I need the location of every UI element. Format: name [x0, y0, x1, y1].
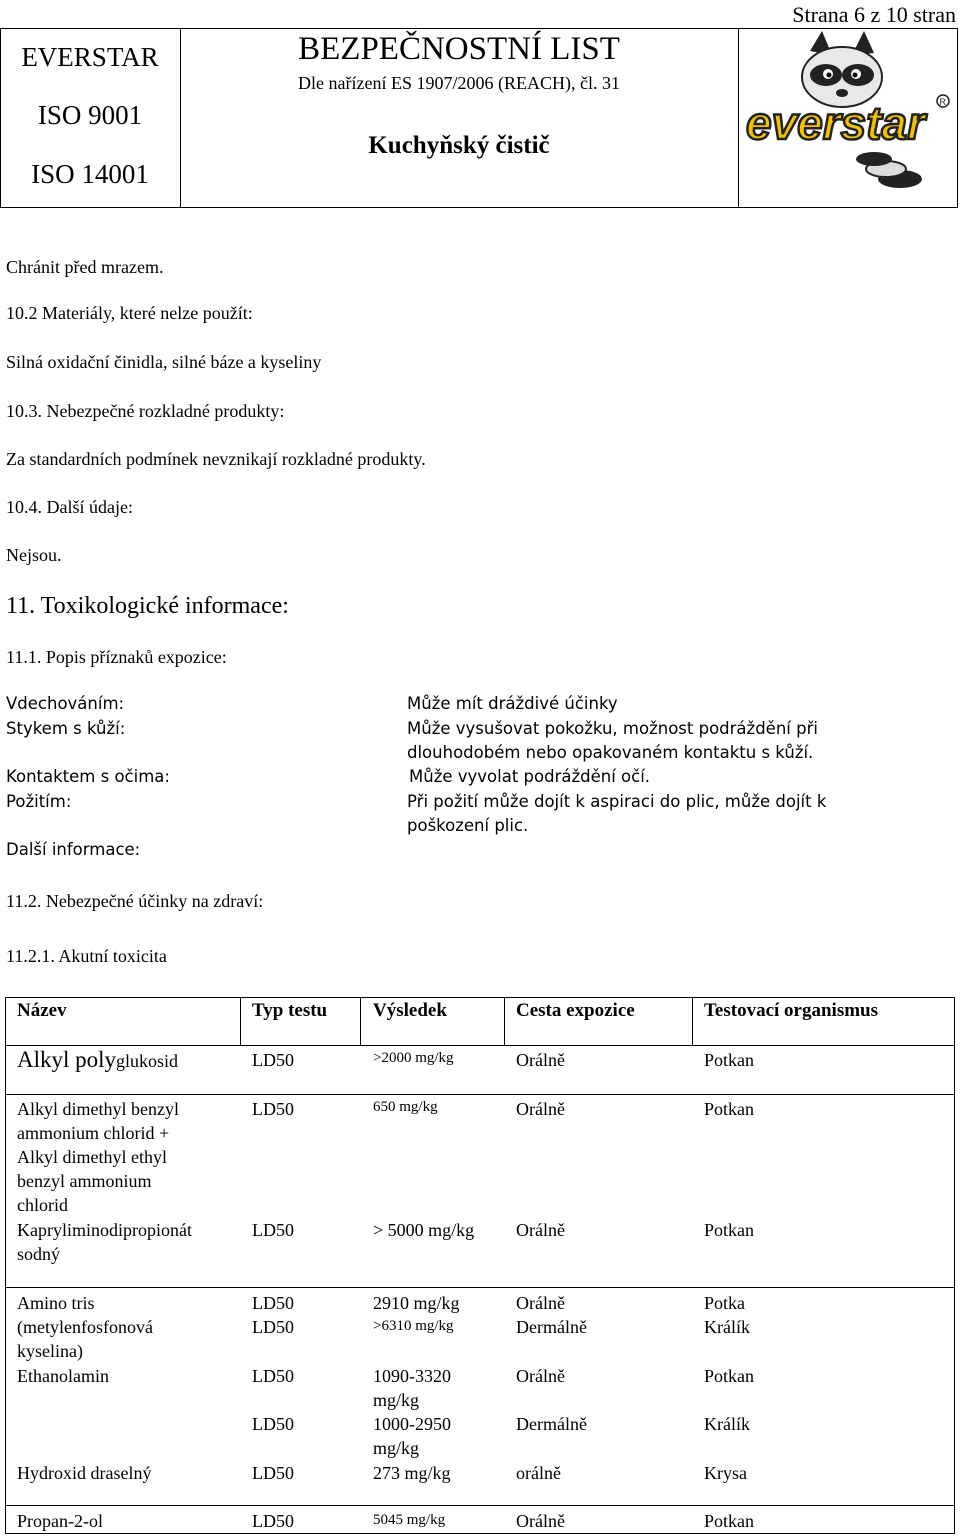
svg-text:R: R	[939, 97, 946, 107]
cell-name-line2: sodný	[17, 1244, 61, 1264]
cell-name-part2: glukosid	[116, 1051, 179, 1071]
cell-name-line1: Alkyl dimethyl benzyl	[17, 1099, 179, 1119]
cell-name-line1: Amino tris	[17, 1293, 95, 1313]
cell-result: 5045 mg/kg	[373, 1512, 446, 1528]
cell-test: LD50	[252, 1099, 294, 1119]
cell-test: LD50	[252, 1050, 294, 1070]
exposure-label-eyes: Kontaktem s očima:	[6, 767, 170, 786]
cell-name-line4: benzyl ammonium	[17, 1171, 152, 1191]
section-10-4-text: Nejsou.	[6, 545, 62, 565]
cell-result: >2000 mg/kg	[373, 1050, 454, 1066]
cell-result-1: 2910 mg/kg	[373, 1293, 460, 1313]
section-11-2-1-heading: 11.2.1. Akutní toxicita	[6, 946, 167, 966]
svg-text:everstar: everstar	[746, 97, 926, 149]
section-11-2-heading: 11.2. Nebezpečné účinky na zdraví:	[6, 891, 264, 911]
cell-route: Orálně	[516, 1220, 565, 1240]
cell-name: Ethanolamin	[17, 1366, 109, 1386]
exposure-value-ingestion-line2: poškození plic.	[407, 816, 529, 835]
cell-test-2: LD50	[252, 1317, 294, 1337]
section-10-4-heading: 10.4. Další údaje:	[6, 497, 133, 517]
cell-result-1-line1: 1090-3320	[373, 1366, 451, 1386]
cell-test-1: LD50	[252, 1366, 294, 1386]
section-10-2-heading: 10.2 Materiály, které nelze použít:	[6, 303, 253, 323]
table-row	[17, 1048, 178, 1073]
cell-route-1: Orálně	[516, 1293, 565, 1313]
section-10-3-text: Za standardních podmínek nevznikají rozkladné produkty.	[6, 449, 426, 469]
exposure-value-inhalation: Může mít dráždivé účinky	[407, 694, 618, 713]
company-name: EVERSTAR	[21, 42, 159, 72]
document-subtitle: Dle nařízení ES 1907/2006 (REACH), čl. 31	[298, 73, 620, 93]
cell-test-1: LD50	[252, 1293, 294, 1313]
exposure-label-ingestion: Požitím:	[6, 792, 72, 811]
iso-9001: ISO 9001	[37, 100, 143, 130]
cell-result-2-line1: 1000-2950	[373, 1414, 451, 1434]
page-number: Strana 6 z 10 stran	[792, 2, 956, 27]
section-10-2-text: Silná oxidační činidla, silné báze a kyseliny	[6, 352, 322, 372]
exposure-value-skin-line1: Může vysušovat pokožku, možnost podráždění při	[407, 719, 818, 738]
cell-name-line3: kyselina)	[17, 1341, 83, 1361]
cell-test: LD50	[252, 1511, 294, 1531]
cell-result-1-line2: mg/kg	[373, 1390, 420, 1410]
cell-result: 273 mg/kg	[373, 1463, 451, 1483]
cell-route: Orálně	[516, 1099, 565, 1119]
exposure-value-eyes: Může vyvolat podráždění očí.	[409, 767, 651, 786]
cell-name-line2: ammonium chlorid +	[17, 1123, 170, 1143]
cell-route: Orálně	[516, 1511, 565, 1531]
cell-organism-2: Králík	[704, 1414, 750, 1434]
cell-route-2: Dermálně	[516, 1317, 587, 1337]
cell-test: LD50	[252, 1463, 294, 1483]
exposure-label-other: Další informace:	[6, 840, 141, 859]
exposure-label-inhalation: Vdechováním:	[6, 694, 125, 713]
table-header-route: Cesta expozice	[516, 1000, 635, 1021]
iso-14001: ISO 14001	[31, 159, 149, 189]
cell-route: Orálně	[516, 1050, 565, 1070]
cell-name: Hydroxid draselný	[17, 1463, 152, 1483]
cell-organism-1: Potka	[704, 1293, 746, 1313]
exposure-label-skin: Stykem s kůží:	[6, 719, 126, 738]
exposure-value-skin-line2: dlouhodobém nebo opakovaném kontaktu s kůží.	[407, 743, 814, 762]
cell-name: Propan-2-ol	[17, 1511, 103, 1531]
table-header-test-type: Typ testu	[252, 1000, 328, 1021]
raccoon-tail	[856, 152, 922, 188]
cell-name-line3: Alkyl dimethyl ethyl	[17, 1147, 167, 1167]
table-header-organism: Testovací organismus	[704, 1000, 879, 1021]
cell-name-line2: (metylenfosfonová	[17, 1317, 153, 1337]
cell-route-2: Dermálně	[516, 1414, 587, 1434]
cell-test: LD50	[252, 1220, 294, 1240]
cell-name-line5: chlorid	[17, 1195, 68, 1215]
cell-route-1: Orálně	[516, 1366, 565, 1386]
document-header	[0, 28, 958, 208]
everstar-logo	[740, 29, 956, 205]
raccoon-mascot-icon	[740, 29, 956, 205]
cell-result-2: >6310 mg/kg	[373, 1318, 454, 1334]
storage-note: Chránit před mrazem.	[6, 257, 164, 277]
cell-organism: Potkan	[704, 1511, 755, 1531]
cell-result: 650 mg/kg	[373, 1099, 438, 1115]
table-header-name: Název	[17, 1000, 67, 1021]
cell-test-2: LD50	[252, 1414, 294, 1434]
cell-result-2-line2: mg/kg	[373, 1438, 420, 1458]
cell-organism: Potkan	[704, 1099, 755, 1119]
cell-name-part1: Alkyl poly	[17, 1047, 117, 1072]
exposure-value-ingestion-line1: Při požití může dojít k aspiraci do plic, může dojít k	[407, 792, 827, 811]
cell-organism-1: Potkan	[704, 1366, 755, 1386]
cell-route: orálně	[516, 1463, 561, 1483]
product-name: Kuchyňský čistič	[368, 132, 550, 159]
table-header-result: Výsledek	[373, 1000, 447, 1021]
cell-organism: Potkan	[704, 1050, 755, 1070]
cell-name-line1: Kapryliminodipropionát	[17, 1220, 192, 1240]
document-title: BEZPEČNOSTNÍ LIST	[298, 31, 620, 67]
cell-organism: Potkan	[704, 1220, 755, 1240]
cell-organism: Krysa	[704, 1463, 747, 1483]
section-11-heading: 11. Toxikologické informace:	[6, 593, 289, 619]
section-10-3-heading: 10.3. Nebezpečné rozkladné produkty:	[6, 401, 285, 421]
section-11-1-heading: 11.1. Popis příznaků expozice:	[6, 647, 227, 667]
cell-organism-2: Králík	[704, 1317, 750, 1337]
cell-result: > 5000 mg/kg	[373, 1220, 475, 1240]
